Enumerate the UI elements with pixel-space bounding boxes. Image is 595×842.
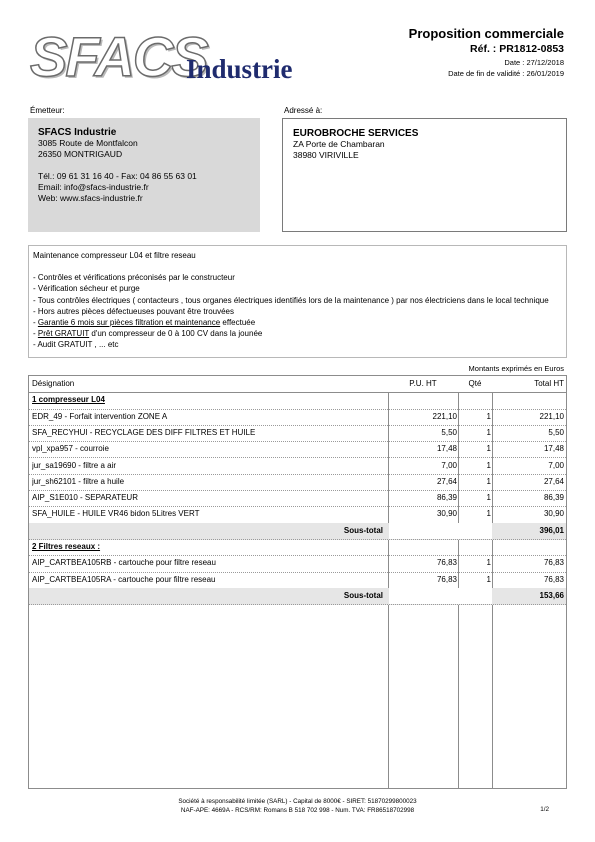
section-title: 2 Filtres reseaux : [32,542,101,551]
description-line: - Hors autres pièces défectueuses pouvant être trouvées [33,306,234,316]
section-title-row [29,392,566,409]
guarantee-suffix: effectuée [220,318,256,328]
header-unit-price: P.U. HT [409,379,437,388]
row-qty: 1 [486,558,491,568]
issuer-web: Web: www.sfacs-industrie.fr [38,193,143,203]
row-total: 27,64 [543,476,564,486]
document-date: Date : 27/12/2018 [504,58,564,67]
description-guarantee [33,317,562,328]
row-total: 5,50 [548,427,564,437]
bullet: - [33,318,38,328]
logo-word: SFACS [30,25,207,88]
issuer-address1: 3085 Route de Montfalcon [38,138,138,148]
row-unit-price: 5,50 [441,427,457,437]
table-row [29,555,566,572]
recipient-address2: 38980 VIRIVILLE [293,150,359,160]
row-unit-price: 27,64 [436,476,457,486]
row-total: 7,00 [548,460,564,470]
section-title: 1 compresseur L04 [32,395,105,405]
row-unit-price: 221,10 [432,411,457,421]
description-line: - Contrôles et vérifications préconisés par le constructeur [33,273,235,283]
row-qty: 1 [486,411,491,421]
description-line: - Tous contrôles électriques ( contacteurs , tous organes électriques identifiés lors de la maintenance ) par nos électriciens dans le local technique [33,295,549,305]
table-row [29,441,566,458]
subtotal-label: Sous-total [343,590,383,600]
subtotal-value: 153,66 [539,590,564,600]
row-qty: 1 [486,444,491,454]
currency-note: Montants exprimés en Euros [468,364,564,373]
row-qty: 1 [486,509,491,519]
recipient-label: Adressé à: [284,106,323,115]
issuer-email: Email: info@sfacs-industrie.fr [38,182,149,192]
description-loan [33,328,562,339]
row-qty: 1 [486,427,491,437]
footer [0,797,595,815]
subtotal-value: 396,01 [539,525,564,535]
document-title: Proposition commerciale [408,26,564,41]
row-designation: SFA_RECYHUI - RECYCLAGE DES DIFF FILTRES ET HUILE [32,427,256,437]
description-line: - Vérification sécheur et purge [33,284,140,294]
company-logo [30,25,320,88]
description-audit: - Audit GRATUIT , ... etc [33,340,119,350]
table-row [29,425,566,442]
header-designation: Désignation [32,379,75,388]
issuer-name: SFACS Industrie [38,127,117,138]
issuer-address2: 26350 MONTRIGAUD [38,149,123,159]
row-total: 86,39 [543,493,564,503]
guarantee-underlined: Garantie 6 mois sur pièces filtration et maintenance [37,318,221,328]
row-designation: AIP_CARTBEA105RB - cartouche pour filtre reseau [32,558,216,568]
quote-table [28,375,567,789]
description-title: Maintenance compresseur L04 et filtre reseau [33,251,196,260]
row-total: 30,90 [543,509,564,519]
row-unit-price: 17,48 [436,444,457,454]
row-designation: EDR_49 - Forfait intervention ZONE A [32,411,168,421]
row-unit-price: 76,83 [436,574,457,584]
table-row [29,458,566,475]
row-qty: 1 [486,493,491,503]
subtotal-row [29,588,566,605]
row-designation: jur_sh62101 - filtre a huile [32,476,125,486]
page-number: 1/2 [540,806,549,813]
table-row [29,506,566,523]
loan-suffix: d'un compresseur de 0 à 100 CV dans la jounée [89,329,263,339]
issuer-phone: Tél.: 09 61 31 16 40 - Fax: 04 86 55 63 01 [38,171,197,181]
table-row [29,474,566,491]
row-qty: 1 [486,574,491,584]
footer-legal-line2: NAF-APE: 4669A - RCS/RM: Romans B 518 702 998 - Num. TVA: FR86518702998 [180,807,415,814]
row-total: 76,83 [543,574,564,584]
table-row [29,572,566,589]
row-qty: 1 [486,460,491,470]
subtotal-label: Sous-total [343,525,383,535]
table-row [29,490,566,507]
row-unit-price: 86,39 [436,493,457,503]
header-total: Total HT [534,379,564,388]
table-row [29,409,566,426]
footer-legal-line1: Société à responsabilité limitée (SARL) - Capital de 8000€ - SIRET: 51870299800023 [178,798,417,805]
row-unit-price: 7,00 [441,460,457,470]
subtotal-row [29,523,566,540]
section-title-row [29,539,566,556]
row-total: 17,48 [543,444,564,454]
recipient-address1: ZA Porte de Chambaran [293,139,385,149]
document-reference: Réf. : PR1812-0853 [470,43,564,55]
row-qty: 1 [486,476,491,486]
row-designation: jur_sa19690 - filtre a air [32,460,117,470]
issuer-label: Émetteur: [30,106,65,115]
recipient-name: EUROBROCHE SERVICES [293,128,419,139]
row-designation: AIP_CARTBEA105RA - cartouche pour filtre reseau [32,574,216,584]
bullet: - [33,329,38,339]
row-designation: AIP_S1E010 - SEPARATEUR [32,493,138,503]
description-box [28,245,567,358]
row-total: 76,83 [543,558,564,568]
loan-underlined: Prêt GRATUIT [37,329,90,339]
table-header [29,376,566,393]
logo-suffix: Industrie [186,54,293,84]
header-qty: Qté [468,379,482,388]
row-unit-price: 30,90 [436,509,457,519]
row-unit-price: 76,83 [436,558,457,568]
issuer-box [28,118,260,232]
row-total: 221,10 [539,411,564,421]
validity-date: Date de fin de validité : 26/01/2019 [448,69,564,78]
row-designation: vpl_xpa957 - courroie [32,444,109,454]
recipient-box [282,118,567,232]
row-designation: SFA_HUILE - HUILE VR46 bidon 5Litres VERT [32,509,200,519]
